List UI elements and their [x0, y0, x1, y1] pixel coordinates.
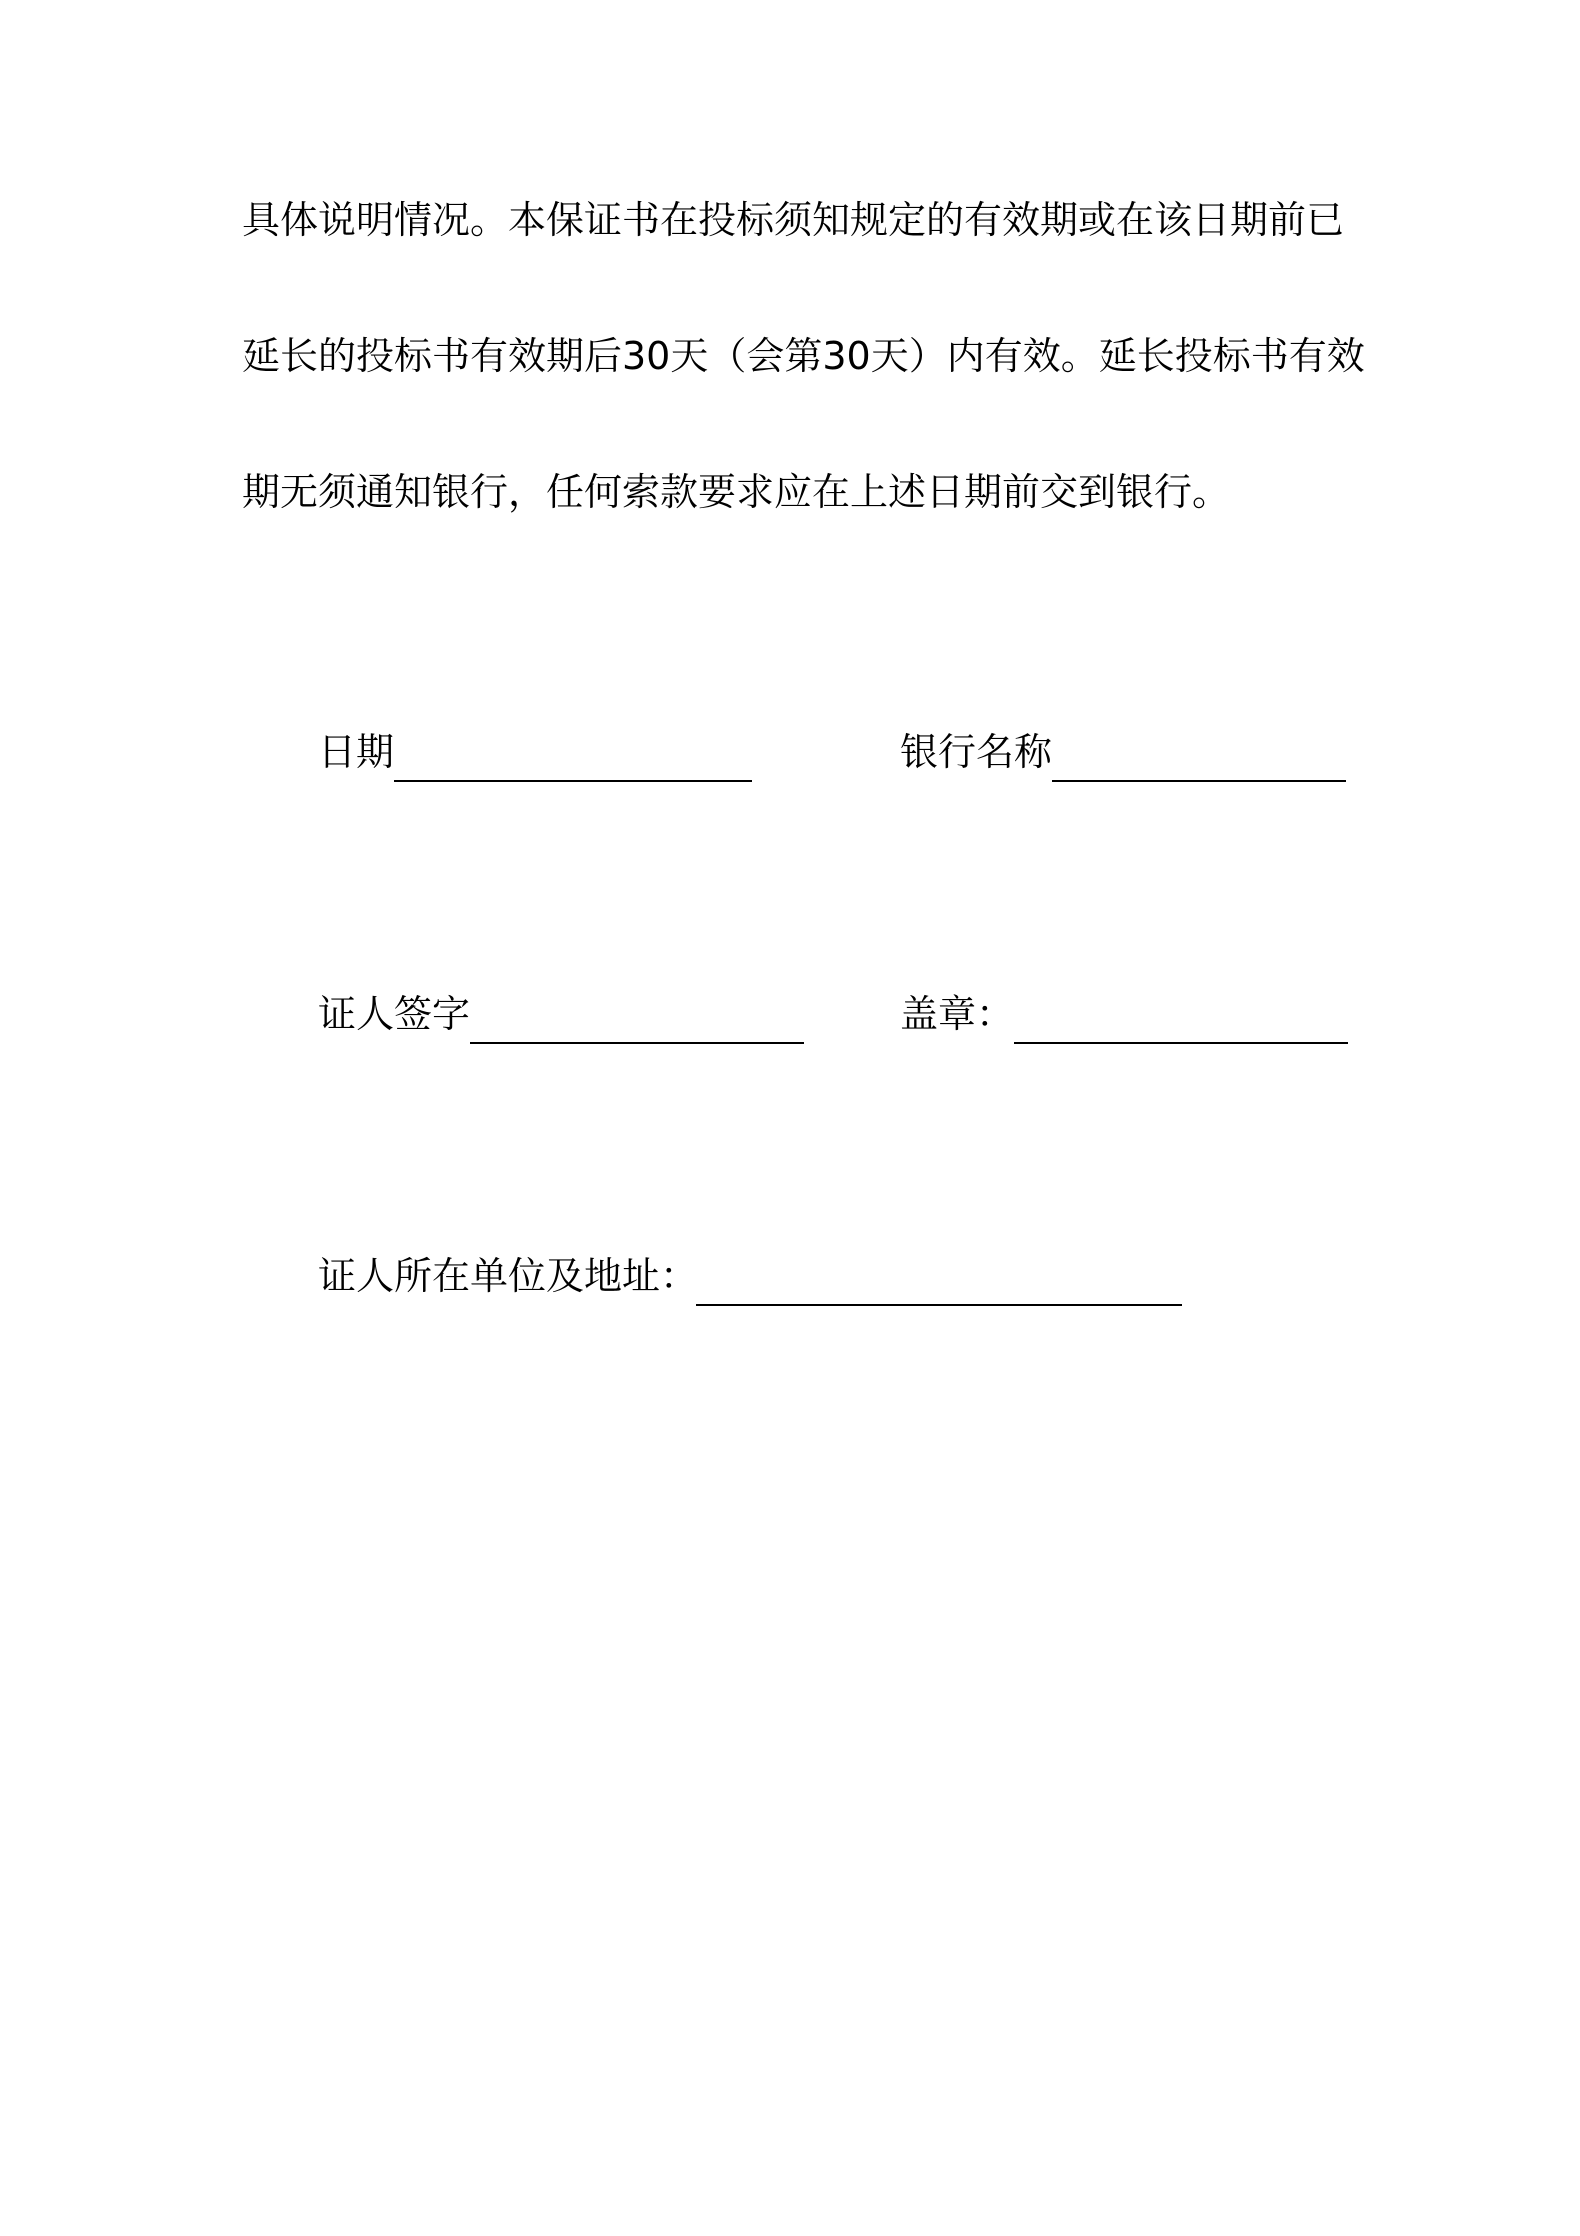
bank-name-label: 银行名称 [900, 730, 1053, 774]
date-label: 日期 [318, 730, 395, 774]
date-blank-line[interactable] [394, 780, 752, 782]
paragraph-line-2: 延长的投标书有效期后30天（会第30天）内有效。延长投标书有效 [242, 334, 1365, 378]
witness-unit-address-blank-line[interactable] [696, 1304, 1182, 1306]
seal-label: 盖章： [900, 992, 1015, 1036]
seal-blank-line[interactable] [1014, 1042, 1348, 1044]
witness-signature-blank-line[interactable] [470, 1042, 804, 1044]
witness-signature-label: 证人签字 [318, 992, 471, 1036]
witness-unit-address-label: 证人所在单位及地址： [318, 1254, 699, 1298]
bank-name-blank-line[interactable] [1052, 780, 1346, 782]
paragraph-line-1: 具体说明情况。本保证书在投标须知规定的有效期或在该日期前已 [242, 198, 1345, 242]
paragraph-line-3: 期无须通知银行，任何索款要求应在上述日期前交到银行。 [242, 470, 1231, 514]
